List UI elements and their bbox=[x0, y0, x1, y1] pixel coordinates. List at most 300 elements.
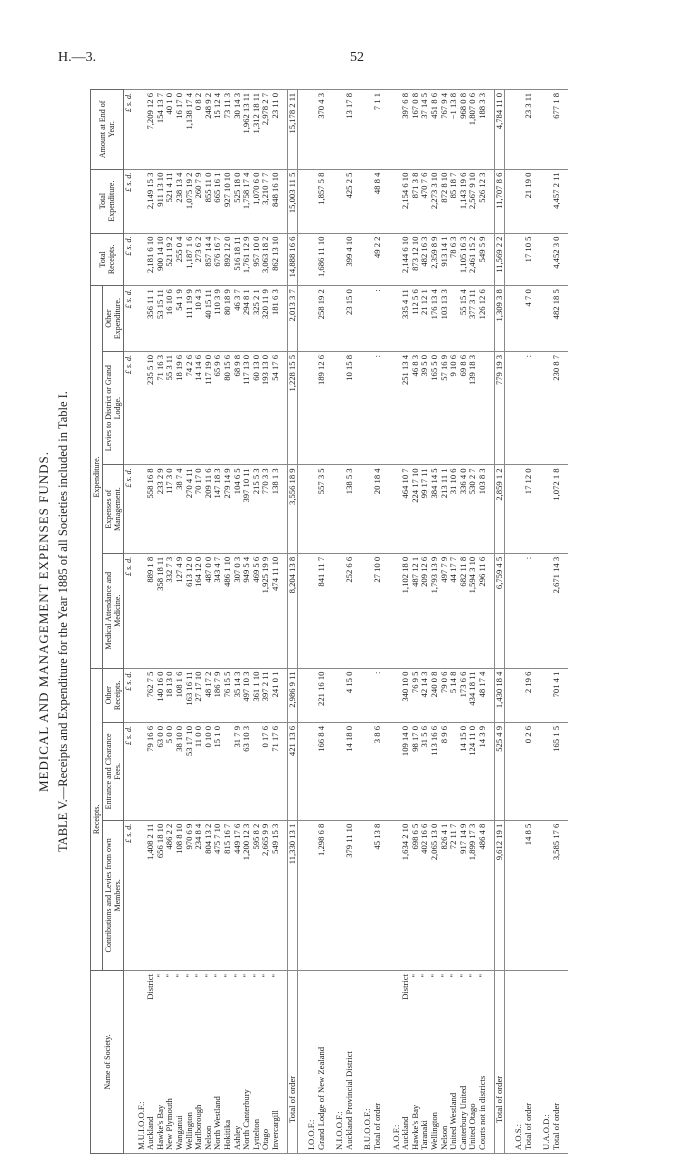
total-value: 2,859 1 2 bbox=[494, 465, 505, 553]
value-cell: 188 3 3 bbox=[478, 90, 488, 170]
society-name-text: Auckland bbox=[400, 1116, 411, 1150]
value-cell: 0 17 6 bbox=[261, 723, 271, 821]
value-cell: 240 0 8 bbox=[430, 668, 440, 722]
value-cell: 857 14 4 bbox=[204, 233, 214, 286]
value-cell: 68 9 8 bbox=[233, 351, 243, 464]
value-cell: 2,665 9 9 bbox=[261, 820, 271, 970]
value-cell: 127 4 9 bbox=[175, 553, 185, 668]
society-name-text: Taranaki bbox=[419, 1120, 430, 1150]
value-cell: 273 6 2 bbox=[194, 233, 204, 286]
society-suffix: " bbox=[269, 974, 280, 978]
total-value: 3,556 18 9 bbox=[287, 465, 298, 553]
value-cell: 110 3 9 bbox=[213, 286, 223, 352]
society-suffix: District bbox=[400, 974, 411, 1000]
society-name-text: United Westland bbox=[448, 1092, 459, 1150]
value-cell: 164 12 0 bbox=[194, 553, 204, 668]
society-name-text: Auckland bbox=[145, 1116, 156, 1150]
society-suffix: " bbox=[173, 974, 184, 978]
society-name-text: United Otago bbox=[467, 1103, 478, 1150]
empty-cell bbox=[562, 233, 568, 286]
society-suffix: " bbox=[457, 974, 468, 978]
society-suffix: " bbox=[202, 974, 213, 978]
table-row bbox=[345, 90, 355, 1154]
table-row bbox=[524, 90, 534, 1154]
value-cell: 1,298 6 8 bbox=[317, 820, 327, 970]
unit-label: £ s. d. bbox=[124, 233, 134, 286]
value-cell: 234 8 4 bbox=[194, 820, 204, 970]
value-cell: 8 9 6 bbox=[440, 723, 450, 821]
empty-cell bbox=[332, 351, 345, 464]
value-cell: : bbox=[524, 351, 534, 464]
value-cell: 486 1 10 bbox=[223, 553, 233, 668]
unit-label: £ s. d. bbox=[124, 169, 134, 233]
empty-cell bbox=[562, 820, 568, 970]
rotated-table-sheet bbox=[28, 89, 678, 1154]
value-cell: 682 11 8 bbox=[459, 553, 469, 668]
value-cell: 3,585 17 6 bbox=[552, 820, 562, 970]
value-cell: 335 4 11 bbox=[401, 286, 411, 352]
value-cell: 18 13 0 bbox=[165, 668, 175, 722]
total-value: 14,888 16 6 bbox=[287, 233, 298, 286]
unit-label: £ s. d. bbox=[124, 90, 134, 170]
empty-cell bbox=[332, 169, 345, 233]
society-suffix: " bbox=[467, 974, 478, 978]
value-cell: 165 5 0 bbox=[430, 351, 440, 464]
empty-cell bbox=[511, 465, 524, 553]
value-cell: 1,312 18 11 bbox=[252, 90, 262, 170]
value-cell: 558 16 8 bbox=[146, 465, 156, 553]
total-value: 6,759 4 5 bbox=[494, 553, 505, 668]
value-cell: 1,072 1 8 bbox=[552, 465, 562, 553]
society-name-text: North Canterbury bbox=[241, 1089, 252, 1150]
col-medical: Medical Attendance and Medicine. bbox=[103, 553, 124, 668]
value-cell: 99 17 11 bbox=[420, 465, 430, 553]
empty-cell bbox=[562, 169, 568, 233]
empty-cell bbox=[360, 351, 373, 464]
value-cell: 117 19 0 bbox=[204, 351, 214, 464]
main-title: MEDICAL AND MANAGEMENT EXPENSES FUNDS. bbox=[36, 451, 51, 792]
value-cell: 44 17 7 bbox=[449, 553, 459, 668]
value-cell: 307 0 3 bbox=[233, 553, 243, 668]
value-cell: 449 17 6 bbox=[233, 820, 243, 970]
empty-cell bbox=[332, 465, 345, 553]
society-name-text: Total of order bbox=[550, 1102, 561, 1150]
society-suffix: " bbox=[429, 974, 440, 978]
value-cell: 147 18 3 bbox=[213, 465, 223, 553]
value-cell: 1,594 3 10 bbox=[468, 553, 478, 668]
value-cell: 37 14 5 bbox=[420, 90, 430, 170]
table-row bbox=[373, 90, 383, 1154]
value-cell: 470 7 6 bbox=[420, 169, 430, 233]
empty-cell bbox=[332, 233, 345, 286]
col-name-of-society: Name of Society. bbox=[91, 971, 124, 1154]
value-cell: 2,144 6 10 bbox=[401, 233, 411, 286]
col-total-expenditure: Total Expenditure. bbox=[91, 169, 124, 233]
section-heading-row bbox=[332, 90, 345, 1154]
value-cell: 549 15 3 bbox=[271, 820, 281, 970]
total-value: 2,013 3 7 bbox=[287, 286, 298, 352]
society-name bbox=[524, 971, 534, 1154]
value-cell: 71 16 3 bbox=[156, 351, 166, 464]
value-cell: 69 8 6 bbox=[459, 351, 469, 464]
value-cell: 469 5 6 bbox=[252, 553, 262, 668]
value-cell: 14 14 6 bbox=[194, 351, 204, 464]
value-cell: 486 2 2 bbox=[165, 820, 175, 970]
value-cell: 167 0 8 bbox=[411, 90, 421, 170]
value-cell: 370 4 3 bbox=[317, 90, 327, 170]
value-cell: 23 15 0 bbox=[345, 286, 355, 352]
value-cell: 14 15 0 bbox=[459, 723, 469, 821]
value-cell: 108 1 6 bbox=[175, 668, 185, 722]
society-name-text: Courts not in districts bbox=[477, 1075, 487, 1150]
value-cell: 14 8 5 bbox=[524, 820, 534, 970]
society-suffix: " bbox=[154, 974, 165, 978]
value-cell: 595 8 2 bbox=[252, 820, 262, 970]
value-cell: 55 15 4 bbox=[459, 286, 469, 352]
value-cell: 49 2 2 bbox=[373, 233, 383, 286]
value-cell: 71 17 6 bbox=[271, 723, 281, 821]
society-suffix: " bbox=[183, 974, 194, 978]
society-suffix: " bbox=[477, 974, 487, 978]
society-suffix: " bbox=[438, 974, 449, 978]
value-cell: 356 11 1 bbox=[146, 286, 156, 352]
empty-cell bbox=[332, 286, 345, 352]
value-cell: 873 12 10 bbox=[411, 233, 421, 286]
value-cell: 23 11 0 bbox=[271, 90, 281, 170]
society-name-text: Invercargill bbox=[269, 1110, 280, 1150]
value-cell: 21 19 0 bbox=[524, 169, 534, 233]
value-cell: 209 12 6 bbox=[420, 553, 430, 668]
society-name-text: Otago bbox=[260, 1128, 271, 1150]
value-cell: 39 5 0 bbox=[420, 351, 430, 464]
value-cell: 235 5 10 bbox=[146, 351, 156, 464]
total-value: 421 13 6 bbox=[287, 723, 298, 821]
unit-label: £ s. d. bbox=[124, 465, 134, 553]
value-cell: 3,210 7 7 bbox=[261, 169, 271, 233]
value-cell: 2,273 3 10 bbox=[430, 169, 440, 233]
value-cell: 35 14 3 bbox=[233, 668, 243, 722]
value-cell: 1,200 12 3 bbox=[242, 820, 252, 970]
society-suffix: " bbox=[419, 974, 430, 978]
value-cell: 140 16 0 bbox=[156, 668, 166, 722]
total-row bbox=[287, 90, 298, 1154]
value-cell: 1,187 1 6 bbox=[185, 233, 195, 286]
section-heading: I.O.O.F.: bbox=[304, 971, 317, 1154]
value-cell: 656 18 10 bbox=[156, 820, 166, 970]
value-cell: 186 7 9 bbox=[213, 668, 223, 722]
value-cell: 917 14 9 bbox=[459, 820, 469, 970]
col-contributions: Contributions and Levies from own Members. bbox=[103, 820, 124, 970]
society-name bbox=[252, 971, 262, 1154]
empty-cell bbox=[562, 351, 568, 464]
col-other-receipts: Other Receipts. bbox=[103, 668, 124, 722]
value-cell: 826 4 1 bbox=[440, 820, 450, 970]
value-cell: 270 4 11 bbox=[185, 465, 195, 553]
empty-cell bbox=[304, 820, 317, 970]
value-cell: 762 7 5 bbox=[146, 668, 156, 722]
value-cell: 233 2 9 bbox=[156, 465, 166, 553]
value-cell: 113 16 6 bbox=[430, 723, 440, 821]
empty-cell bbox=[562, 723, 568, 821]
value-cell: 45 13 8 bbox=[373, 820, 383, 970]
value-cell: 336 4 0 bbox=[459, 465, 469, 553]
value-cell: 486 4 8 bbox=[478, 820, 488, 970]
total-label: Total of order bbox=[287, 971, 298, 1154]
value-cell: 189 12 6 bbox=[317, 351, 327, 464]
table-row bbox=[478, 90, 488, 1154]
society-suffix: " bbox=[448, 974, 459, 978]
value-cell: 2,181 6 10 bbox=[146, 233, 156, 286]
value-cell: 676 16 7 bbox=[213, 233, 223, 286]
value-cell: 425 2 5 bbox=[345, 169, 355, 233]
empty-cell bbox=[304, 286, 317, 352]
value-cell: 526 12 3 bbox=[478, 169, 488, 233]
value-cell: 3,063 18 2 bbox=[261, 233, 271, 286]
value-cell: 911 13 10 bbox=[156, 169, 166, 233]
unit-label: £ s. d. bbox=[124, 820, 134, 970]
total-value: 525 4 9 bbox=[494, 723, 505, 821]
total-value: 11,569 2 2 bbox=[494, 233, 505, 286]
value-cell: 1,143 19 6 bbox=[459, 169, 469, 233]
value-cell: 332 7 3 bbox=[165, 553, 175, 668]
value-cell: 521 4 11 bbox=[165, 169, 175, 233]
value-cell: 224 17 10 bbox=[411, 465, 421, 553]
total-value: 779 19 3 bbox=[494, 351, 505, 464]
value-cell: 63 0 0 bbox=[156, 723, 166, 821]
value-cell: 698 6 5 bbox=[411, 820, 421, 970]
value-cell: 15 1 0 bbox=[213, 723, 223, 821]
value-cell: 613 12 0 bbox=[185, 553, 195, 668]
value-cell: 525 18 0 bbox=[233, 169, 243, 233]
value-cell: 957 10 0 bbox=[252, 233, 262, 286]
society-suffix: " bbox=[164, 974, 175, 978]
total-value: 1,430 18 4 bbox=[494, 668, 505, 722]
total-row bbox=[494, 90, 505, 1154]
section-heading: N.I.O.O.F.: bbox=[332, 971, 345, 1154]
total-value: 1,309 3 8 bbox=[494, 286, 505, 352]
society-name bbox=[552, 971, 562, 1154]
document-reference: H.—3. bbox=[58, 50, 97, 65]
value-cell: 0 8 2 bbox=[194, 90, 204, 170]
society-name-text: Auckland Provincial District bbox=[343, 1051, 354, 1150]
total-value: 9,612 19 1 bbox=[494, 820, 505, 970]
empty-cell bbox=[511, 723, 524, 821]
value-cell: 4,457 2 11 bbox=[552, 169, 562, 233]
value-cell: 0 10 0 bbox=[204, 723, 214, 821]
value-cell: 804 13 2 bbox=[204, 820, 214, 970]
value-cell: 79 0 6 bbox=[440, 668, 450, 722]
value-cell: 18 19 6 bbox=[175, 351, 185, 464]
empty-cell bbox=[562, 553, 568, 668]
value-cell: 872 8 10 bbox=[440, 169, 450, 233]
table-body bbox=[124, 90, 568, 1154]
society-suffix: District bbox=[145, 974, 156, 1000]
value-cell: 221 16 10 bbox=[317, 668, 327, 722]
value-cell: 17 12 0 bbox=[524, 465, 534, 553]
value-cell: 103 13 3 bbox=[440, 286, 450, 352]
value-cell: 30 14 3 bbox=[233, 90, 243, 170]
empty-cell bbox=[332, 553, 345, 668]
value-cell: 16 17 0 bbox=[175, 90, 185, 170]
value-cell: 2,978 2 7 bbox=[261, 90, 271, 170]
section-heading: B.U.O.O.F.: bbox=[360, 971, 373, 1154]
empty-cell bbox=[304, 465, 317, 553]
society-name bbox=[317, 971, 327, 1154]
value-cell: 54 17 6 bbox=[271, 351, 281, 464]
value-cell: 181 6 3 bbox=[271, 286, 281, 352]
section-heading: A.O.S.: bbox=[511, 971, 524, 1154]
empty-cell bbox=[332, 90, 345, 170]
value-cell: 31 10 6 bbox=[449, 465, 459, 553]
value-cell: 103 8 3 bbox=[478, 465, 488, 553]
empty-cell bbox=[304, 351, 317, 464]
col-total-receipts: Total Receipts. bbox=[91, 233, 124, 286]
value-cell: 14 18 0 bbox=[345, 723, 355, 821]
section-heading: U.A.O.D.: bbox=[539, 971, 552, 1154]
empty-cell bbox=[562, 90, 568, 170]
value-cell: 296 11 6 bbox=[478, 553, 488, 668]
value-cell bbox=[478, 351, 488, 464]
unit-label: £ s. d. bbox=[124, 553, 134, 668]
col-levies: Levies to District or Grand Lodge. bbox=[103, 351, 124, 464]
value-cell: 241 0 1 bbox=[271, 668, 281, 722]
society-name bbox=[478, 971, 488, 1154]
society-name-text: Marlborough bbox=[193, 1104, 204, 1150]
value-cell: 5 14 8 bbox=[449, 668, 459, 722]
empty-cell bbox=[332, 723, 345, 821]
value-cell: 260 7 9 bbox=[194, 169, 204, 233]
society-suffix: " bbox=[241, 974, 252, 978]
society-name-text: Hokitika bbox=[221, 1119, 232, 1150]
value-cell: 1,686 11 10 bbox=[317, 233, 327, 286]
value-cell: 48 17 2 bbox=[204, 668, 214, 722]
value-cell: 48 17 4 bbox=[478, 668, 488, 722]
total-label: Total of order bbox=[494, 971, 505, 1154]
value-cell: 384 14 5 bbox=[430, 465, 440, 553]
value-cell: 176 13 4 bbox=[430, 286, 440, 352]
value-cell: 970 6 9 bbox=[185, 820, 195, 970]
value-cell: 871 3 8 bbox=[411, 169, 421, 233]
value-cell: 27 17 10 bbox=[194, 668, 204, 722]
value-cell: 815 16 7 bbox=[223, 820, 233, 970]
value-cell: 434 18 11 bbox=[468, 668, 478, 722]
value-cell: 54 1 9 bbox=[175, 286, 185, 352]
value-cell: 72 11 7 bbox=[449, 820, 459, 970]
total-value: 15,178 2 11 bbox=[287, 90, 298, 170]
value-cell: 7 1 1 bbox=[373, 90, 383, 170]
value-cell: 70 17 0 bbox=[194, 465, 204, 553]
value-cell: 325 2 1 bbox=[252, 286, 262, 352]
total-value: 8,204 13 8 bbox=[287, 553, 298, 668]
value-cell: 279 14 9 bbox=[223, 465, 233, 553]
society-suffix: " bbox=[260, 974, 271, 978]
value-cell: 516 18 11 bbox=[233, 233, 243, 286]
value-cell: 40 15 11 bbox=[204, 286, 214, 352]
page-number: 52 bbox=[350, 50, 364, 65]
value-cell: 76 15 5 bbox=[223, 668, 233, 722]
society-name-text: Nelson bbox=[202, 1125, 213, 1150]
value-cell: 15 12 4 bbox=[213, 90, 223, 170]
society-name-text: Grand Lodge of New Zealand bbox=[315, 1046, 326, 1150]
funds-table bbox=[90, 89, 568, 1154]
society-name-text: Hawke's Bay bbox=[409, 1104, 420, 1150]
value-cell: 31 5 6 bbox=[420, 723, 430, 821]
society-name-text: Ashley bbox=[231, 1125, 242, 1150]
col-group-expenditure: Expenditure. bbox=[91, 286, 103, 668]
value-cell: 215 5 3 bbox=[252, 465, 262, 553]
value-cell: 487 0 0 bbox=[204, 553, 214, 668]
value-cell: : bbox=[373, 286, 383, 352]
society-name-text: Lyttelton bbox=[250, 1118, 261, 1150]
empty-cell bbox=[304, 553, 317, 668]
society-suffix: " bbox=[409, 974, 420, 978]
value-cell: 2,149 15 3 bbox=[146, 169, 156, 233]
value-cell: 397 2 11 bbox=[261, 668, 271, 722]
total-value: 4,784 11 0 bbox=[494, 90, 505, 170]
value-cell: 701 4 1 bbox=[552, 668, 562, 722]
empty-cell bbox=[360, 286, 373, 352]
value-cell: 1,761 12 9 bbox=[242, 233, 252, 286]
society-suffix: " bbox=[221, 974, 232, 978]
value-cell: 379 11 10 bbox=[345, 820, 355, 970]
value-cell: 46 3 7 bbox=[233, 286, 243, 352]
section-heading-row bbox=[304, 90, 317, 1154]
value-cell: 10 4 3 bbox=[194, 286, 204, 352]
value-cell: 139 18 3 bbox=[468, 351, 478, 464]
empty-cell bbox=[511, 169, 524, 233]
value-cell: 13 17 8 bbox=[345, 90, 355, 170]
value-cell: 4,452 3 0 bbox=[552, 233, 562, 286]
value-cell: 557 3 5 bbox=[317, 465, 327, 553]
value-cell: 108 8 10 bbox=[175, 820, 185, 970]
value-cell: 497 10 3 bbox=[242, 668, 252, 722]
value-cell: 464 10 7 bbox=[401, 465, 411, 553]
value-cell: 1,105 16 3 bbox=[459, 233, 469, 286]
value-cell: 841 11 7 bbox=[317, 553, 327, 668]
value-cell: 677 1 8 bbox=[552, 90, 562, 170]
value-cell: 2,461 15 2 bbox=[468, 233, 478, 286]
value-cell: 138 1 3 bbox=[271, 465, 281, 553]
col-management: Expenses of Management. bbox=[103, 465, 124, 553]
society-suffix: " bbox=[250, 974, 261, 978]
value-cell: 3 8 6 bbox=[373, 723, 383, 821]
society-name-text: Wellington bbox=[183, 1112, 194, 1150]
value-cell: 27 10 0 bbox=[373, 553, 383, 668]
value-cell: 55 3 11 bbox=[165, 351, 175, 464]
value-cell: 397 6 8 bbox=[401, 90, 411, 170]
value-cell: 76 9 5 bbox=[411, 668, 421, 722]
value-cell: 17 10 5 bbox=[524, 233, 534, 286]
value-cell: 38 7 4 bbox=[175, 465, 185, 553]
total-value: 15,003 11 5 bbox=[287, 169, 298, 233]
value-cell: 361 1 10 bbox=[252, 668, 262, 722]
value-cell: 2,671 14 3 bbox=[552, 553, 562, 668]
value-cell: 14 3 9 bbox=[478, 723, 488, 821]
empty-cell bbox=[562, 465, 568, 553]
value-cell: 117 3 0 bbox=[165, 465, 175, 553]
value-cell: : bbox=[373, 351, 383, 464]
society-name bbox=[373, 971, 383, 1154]
value-cell: 451 8 6 bbox=[430, 90, 440, 170]
value-cell: 73 11 3 bbox=[223, 90, 233, 170]
col-group-receipts: Receipts. bbox=[91, 668, 103, 970]
value-cell: 2,154 6 10 bbox=[401, 169, 411, 233]
value-cell: 1,925 19 9 bbox=[261, 553, 271, 668]
value-cell: 1,634 2 10 bbox=[401, 820, 411, 970]
value-cell: 42 14 3 bbox=[420, 668, 430, 722]
value-cell: 4 15 0 bbox=[345, 668, 355, 722]
col-other-expenditure: Other Expenditure. bbox=[103, 286, 124, 352]
